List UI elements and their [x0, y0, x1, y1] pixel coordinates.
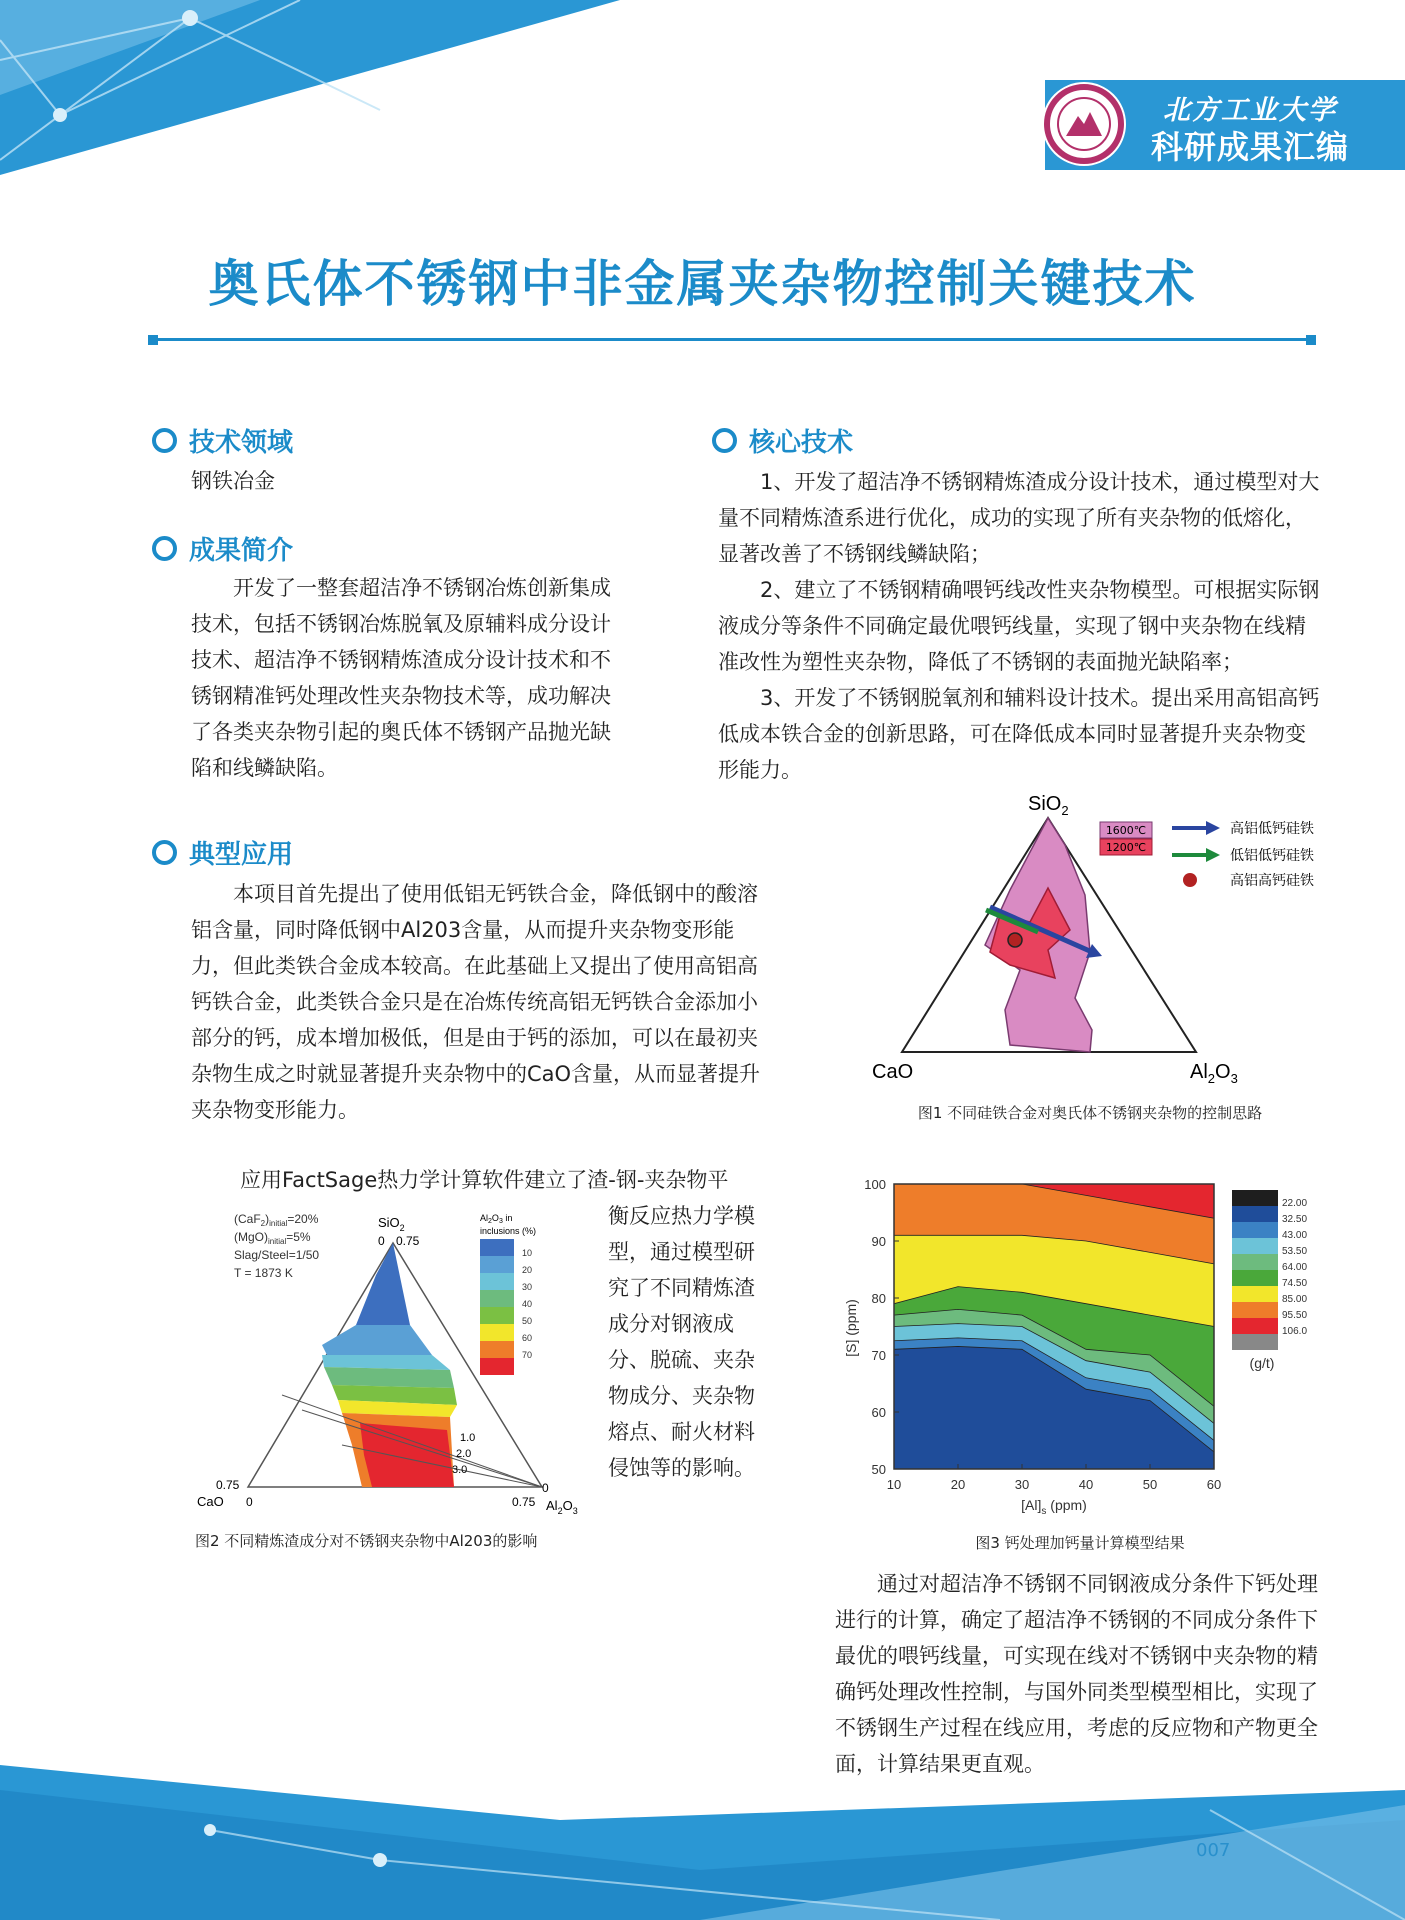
colorbar-swatch [1232, 1254, 1278, 1270]
tick-top-right: 0.75 [396, 1234, 420, 1248]
page-number: 007 [1196, 1840, 1231, 1861]
legend-swatch [480, 1324, 514, 1341]
summary-text: 开发了一整套超洁净不锈钢冶炼创新集成技术，包括不锈钢冶炼脱氧及原辅料成分设计技术、超洁净不锈钢精炼渣成分设计技术和不锈钢精准钙处理改性夹杂物技术等，成功解决了各类夹杂物引起的奥氏体不锈钢产品抛光缺陷和线鳞缺陷。 [191, 576, 611, 780]
apex-al2o3: $Al_2O_3$ [546, 1498, 578, 1516]
figure2-caption: 图2 不同精炼渣成分对不锈钢夹杂物中Al203的影响 [195, 1532, 538, 1550]
legend-arrow-head-1 [1206, 821, 1220, 835]
legend-label: 20 [522, 1265, 533, 1275]
legend-swatch [480, 1290, 514, 1307]
section-heading-summary: 成果简介 [152, 530, 293, 567]
ring-bullet-icon [152, 536, 177, 561]
factsage-line: 分、脱硫、夹杂 [608, 1348, 755, 1372]
figure2-legend [480, 1239, 532, 1375]
y-tick-label: 80 [871, 1291, 886, 1306]
apex-sio2: SiO$_2$ [1028, 793, 1069, 818]
x-tick-label: 20 [950, 1477, 966, 1492]
factsage-lead: 应用FactSage热力学计算软件建立了渣-钢-夹杂物平 [240, 1168, 729, 1192]
factsage-line: 熔点、耐火材料 [608, 1420, 755, 1444]
cond-temp: T = 1873 K [234, 1266, 293, 1280]
x-axis-label: $[Al]_s$ (ppm) [1021, 1497, 1087, 1517]
page-title: 奥氏体不锈钢中非金属夹杂物控制关键技术 [208, 255, 1197, 313]
legend-label: 30 [522, 1282, 533, 1292]
legend-arrow-head-2 [1206, 848, 1220, 862]
colorbar-swatch [1232, 1238, 1278, 1254]
footer-node [373, 1853, 387, 1867]
colorbar-swatch [1232, 1270, 1278, 1286]
section-heading-application: 典型应用 [152, 834, 293, 871]
x-tick-label: 40 [1078, 1477, 1094, 1492]
tick-left: 0.75 [216, 1478, 240, 1492]
figure2-ternary-diagram [192, 1205, 597, 1525]
x-tick-label: 50 [1142, 1477, 1158, 1492]
apex-al2o3: $Al_2O_3$ [1190, 1061, 1238, 1086]
cond-caf2: $(CaF_2)_{initial}=20\%$ [234, 1212, 319, 1228]
colorbar [1232, 1190, 1307, 1350]
factsage-line: 侵蚀等的影响。 [608, 1456, 755, 1480]
core-item: 3、开发了不锈钢脱氧剂和辅料设计技术。提出采用高铝高钙低成本铁合金的创新思路，可在降低成本同时显著提升夹杂物变形能力。 [718, 686, 1320, 782]
legend-label: 60 [522, 1333, 533, 1343]
core-item: 1、开发了超洁净不锈钢精炼渣成分设计技术，通过模型对大量不同精炼渣系进行优化，成功的实现了所有夹杂物的低熔化，显著改善了不锈钢线鳞缺陷； [718, 470, 1320, 566]
publication-title: 科研成果汇编 [1150, 128, 1349, 166]
y-tick-label: 50 [871, 1462, 886, 1477]
university-emblem-icon [1040, 80, 1128, 168]
section-heading-core: 核心技术 [712, 422, 853, 459]
colorbar-label: 22.00 [1282, 1198, 1308, 1209]
factsage-line: 衡反应热力学模 [608, 1204, 755, 1228]
line-label-1: 1.0 [460, 1432, 476, 1444]
legend-label-1: 高铝低钙硅铁 [1230, 821, 1314, 837]
legend-swatch [480, 1358, 514, 1375]
header-logo [1040, 76, 1370, 172]
cond-slag: Slag/Steel=1/50 [234, 1248, 320, 1262]
line-label-3: 3.0 [452, 1464, 468, 1476]
ring-bullet-icon [152, 428, 177, 453]
temp-1600-label: 1600℃ [1105, 824, 1147, 837]
field-text: 钢铁冶金 [191, 469, 275, 493]
apex-sio2: SiO$_2$ [378, 1215, 405, 1233]
factsage-line: 究了不同精炼渣 [608, 1276, 755, 1300]
legend-title-2: inclusions (%) [480, 1226, 537, 1236]
x-tick-label: 30 [1014, 1477, 1030, 1492]
colorbar-label: 74.50 [1282, 1278, 1308, 1289]
colorbar-swatch [1232, 1302, 1278, 1318]
ring-bullet-icon [152, 840, 177, 865]
figure1-ternary-diagram [860, 780, 1320, 1120]
y-axis-label: [S] (ppm) [843, 1299, 859, 1357]
legend-swatch [480, 1256, 514, 1273]
legend-title: $Al_2O_3$ in [480, 1213, 513, 1225]
header-node [53, 108, 67, 122]
figure1-caption: 图1 不同硅铁合金对奥氏体不锈钢夹杂物的控制思路 [917, 1104, 1263, 1122]
section-heading-field: 技术领域 [152, 422, 293, 459]
colorbar-swatch [1232, 1222, 1278, 1238]
tick-right: 0.75 [512, 1495, 536, 1509]
colorbar-swatch [1232, 1334, 1278, 1350]
colorbar-swatch [1232, 1190, 1278, 1206]
cond-mgo: $(MgO)_{initial}=5\%$ [234, 1230, 311, 1246]
footer-node [204, 1824, 216, 1836]
legend-point-3 [1183, 873, 1197, 887]
application-text: 本项目首先提出了使用低铝无钙铁合金，降低钢中的酸溶铝含量，同时降低钢中Al203含量，从而提升夹杂物变形能力，但此类铁合金成本较高。在此基础上又提出了使用高铝高钙铁合金，此类铁合金只是在冶炼传统高铝无钙铁合金添加小部分的钙，成本增加极低，但是由于钙的添加，可以在最初夹杂物生成之时就显著提升夹杂物中的CaO含量，从而显著提升夹杂物变形能力。 [191, 882, 761, 1122]
apex-cao: CaO [872, 1061, 914, 1083]
figure3-contour-chart [840, 1168, 1320, 1548]
legend-swatch [480, 1341, 514, 1358]
title-rule [148, 332, 1316, 346]
tick-right-zero: 0 [542, 1481, 549, 1495]
region-80 [360, 1423, 454, 1487]
apex-cao: CaO [197, 1494, 224, 1509]
factsage-line: 成分对钢液成 [608, 1312, 734, 1336]
tick-left-zero: 0 [246, 1495, 253, 1509]
legend-label-3: 高铝高钙硅铁 [1230, 873, 1314, 889]
header-node [182, 10, 198, 26]
colorbar-unit: (g/t) [1249, 1355, 1275, 1371]
figure3-caption: 图3 钙处理加钙量计算模型结果 [975, 1534, 1185, 1552]
colorbar-label: 43.00 [1282, 1230, 1308, 1241]
legend-label-2: 低铝低钙硅铁 [1230, 848, 1314, 864]
temp-1200-label: 1200℃ [1105, 841, 1147, 854]
colorbar-swatch [1232, 1206, 1278, 1222]
colorbar-label: 106.0 [1282, 1326, 1308, 1337]
tick-top-left: 0 [378, 1234, 385, 1248]
legend-swatch [480, 1273, 514, 1290]
factsage-line: 型，通过模型研 [608, 1240, 755, 1264]
high-al-high-ca-point [1008, 933, 1022, 947]
legend-label: 70 [522, 1350, 533, 1360]
legend-label: 40 [522, 1299, 533, 1309]
x-tick-label: 60 [1206, 1477, 1222, 1492]
colorbar-swatch [1232, 1318, 1278, 1334]
y-tick-label: 90 [871, 1234, 886, 1249]
y-tick-label: 70 [871, 1348, 886, 1363]
colorbar-label: 85.00 [1282, 1294, 1308, 1305]
legend-swatch [480, 1239, 514, 1256]
factsage-line: 物成分、夹杂物 [608, 1384, 755, 1408]
y-tick-label: 100 [864, 1177, 886, 1192]
colorbar-swatch [1232, 1286, 1278, 1302]
line-label-2: 2.0 [456, 1448, 472, 1460]
colorbar-label: 64.00 [1282, 1262, 1308, 1273]
colorbar-label: 95.50 [1282, 1310, 1308, 1321]
core-item: 2、建立了不锈钢精确喂钙线改性夹杂物模型。可根据实际钢液成分等条件不同确定最优喂钙线量，实现了钢中夹杂物在线精准改性为塑性夹杂物，降低了不锈钢的表面抛光缺陷率； [718, 578, 1320, 674]
x-tick-label: 10 [886, 1477, 902, 1492]
university-name: 北方工业大学 [1163, 95, 1337, 126]
ring-bullet-icon [712, 428, 737, 453]
colorbar-label: 32.50 [1282, 1214, 1308, 1225]
legend-label: 50 [522, 1316, 533, 1326]
conclusion-text: 通过对超洁净不锈钢不同钢液成分条件下钙处理进行的计算，确定了超洁净不锈钢的不同成分条件下最优的喂钙线量，可实现在线对不锈钢中夹杂物的精确钙处理改性控制，与国外同类型模型相比，实现了不锈钢生产过程在线应用，考虑的反应物和产物更全面，计算结果更直观。 [835, 1572, 1318, 1776]
contour-fills [894, 1184, 1214, 1469]
region-40 [324, 1367, 454, 1388]
core-technology-list [718, 464, 1324, 788]
y-tick-label: 60 [871, 1405, 886, 1420]
factsage-wrap-text [608, 1198, 768, 1486]
colorbar-label: 53.50 [1282, 1246, 1308, 1257]
legend-swatch [480, 1307, 514, 1324]
legend-label: 10 [522, 1248, 533, 1258]
